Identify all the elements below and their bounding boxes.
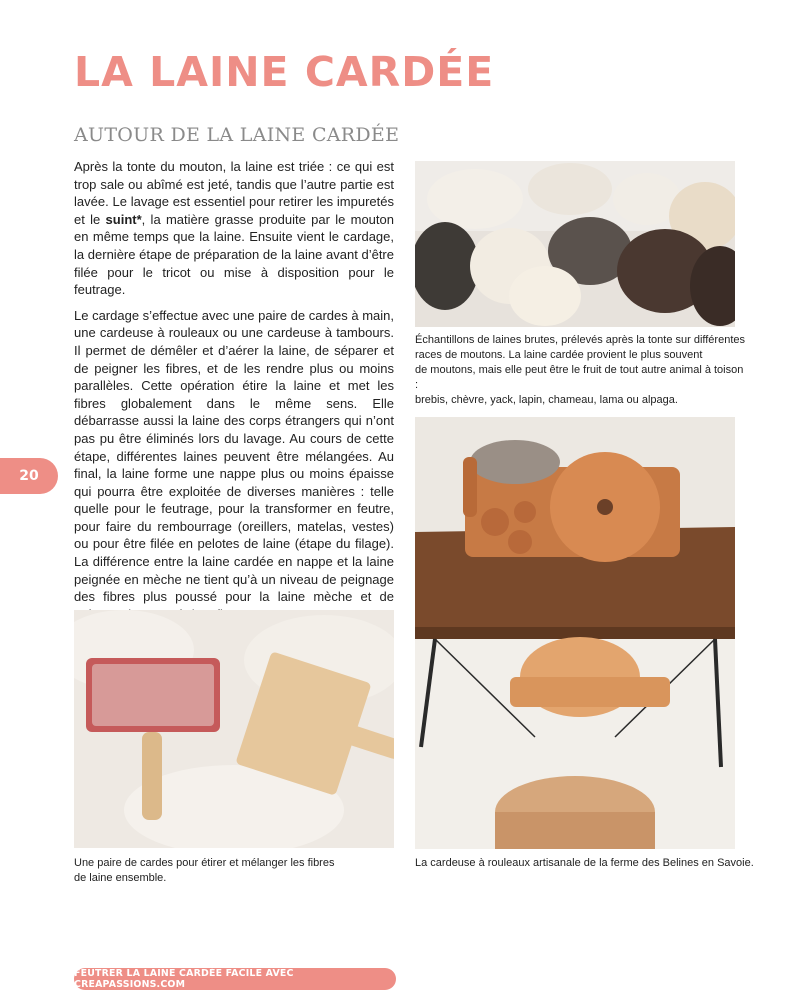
- page-title: LA LAINE CARDÉE: [74, 48, 495, 96]
- section-subtitle: AUTOUR DE LA LAINE CARDÉE: [74, 124, 400, 146]
- caption-hand-cards: Une paire de cardes pour étirer et mélanger les fibres de laine ensemble.: [74, 857, 335, 884]
- paragraph-1: Après la tonte du mouton, la laine est triée : ce qui est trop sale ou abîmé est jeté, tandis que l’autre partie est lavée. Le lavage est essentiel pour retirer les impuretés et le suint*, la matière grasse produite par le mouton en même temps que la laine. Ensuite vient le cardage, la dernière étape de préparation de la laine avant d’être filée pour le tricot ou mise à disposition pour le feutrage.: [74, 159, 394, 298]
- paragraph-2: Le cardage s’effectue avec une paire de cardes à main, une cardeuse à rouleaux ou une cardeuse à tambours. Il permet de démêler et d’aérer la laine, de séparer et de peigner les fibres, et de les rendre plus ou moins parallèles. Cette opération étire la laine et met les fibres globalement dans le même sens. Elle débarrasse aussi la laine des corps étrangers qui n’ont pas pu être éliminés lors du lavage. Au cours de cette étape, différentes laines peuvent être mélangées. Au final, la laine forme une nappe plus ou moins épaisse qui pourra être exploitée de diverses manières : telle quelle pour le feutrage, pour la transformer en feutre, pour faire du rembourrage (oreillers, matelas, vestes) ou pour être filée en pelotes de laine (étape du filage). La différence entre la laine cardée en nappe et la laine peignée en mèche ne tient qu’à un niveau de peignage des fibres plus poussé pour la laine mèche et de: [74, 307, 394, 605]
- page-number-tab: 20: [0, 458, 58, 494]
- caption-drum-carder: La cardeuse à rouleaux artisanale de la ferme des Belines en Savoie.: [415, 857, 754, 869]
- body-text: [74, 158, 394, 631]
- wool-samples-photo: [415, 161, 735, 327]
- caption-wool-samples: Échantillons de laines brutes, prélevés après la tonte sur différentes races de moutons. La laine cardée provient le plus souvent de moutons, mais elle peut être le fruit de tout autre animal à toison : brebis, chèvre, yack, lapin, chameau, lama ou alpaga.: [415, 334, 745, 406]
- term-suint: suint*: [105, 211, 142, 227]
- footer-banner[interactable]: FEUTRER LA LAINE CARDÉE FACILE AVEC CREAPASSIONS.COM: [74, 968, 396, 990]
- drum-carder-photo: [415, 417, 735, 849]
- hand-cards-photo: [74, 610, 394, 848]
